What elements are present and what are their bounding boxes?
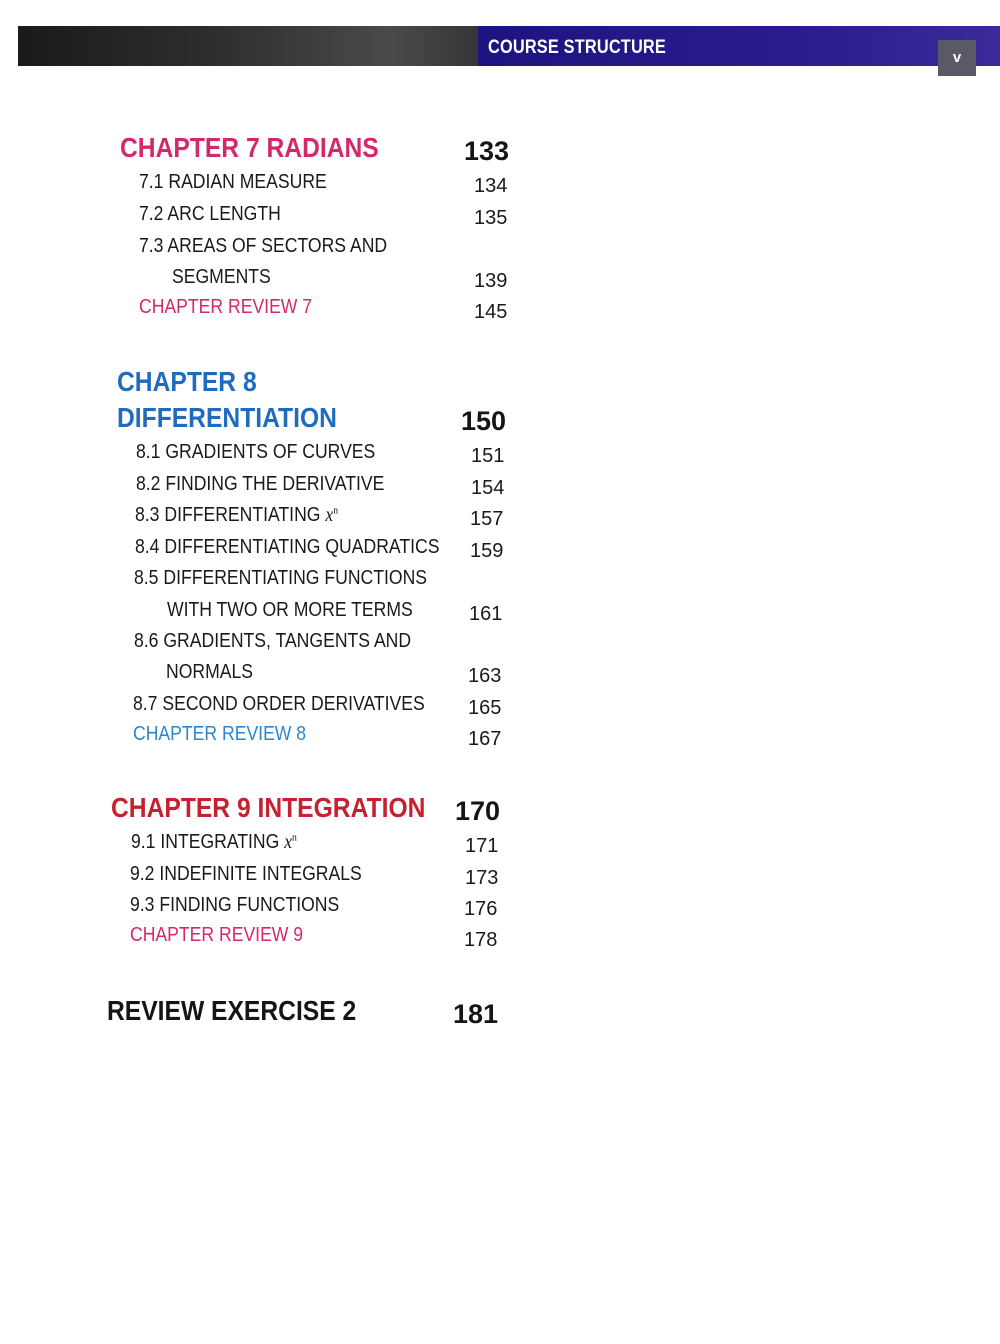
section-8-6-page: 163 (468, 665, 502, 687)
section-7-3-line2[interactable]: SEGMENTS (172, 266, 271, 288)
section-8-1[interactable]: 8.1 GRADIENTS OF CURVES (136, 441, 376, 463)
section-7-1[interactable]: 7.1 RADIAN MEASURE (139, 171, 327, 193)
section-9-2-page: 173 (465, 867, 499, 889)
section-7-3-page: 139 (474, 270, 508, 292)
section-7-2-page: 135 (474, 207, 508, 229)
section-8-3-page: 157 (470, 508, 504, 530)
section-7-2[interactable]: 7.2 ARC LENGTH (139, 203, 281, 225)
section-8-7-page: 165 (468, 697, 502, 719)
chapter-8-title[interactable]: CHAPTER 8 (117, 366, 257, 397)
math-x-power-n: $x^n$ (325, 504, 339, 526)
section-8-4-page: 159 (470, 540, 504, 562)
chapter-review-9[interactable]: CHAPTER REVIEW 9 (130, 924, 304, 946)
math-x-power-n: $x^n$ (284, 831, 297, 853)
section-8-6[interactable]: 8.6 GRADIENTS, TANGENTS AND (134, 630, 412, 652)
header-title: COURSE STRUCTURE (488, 37, 666, 58)
chapter-9-page: 170 (455, 796, 501, 826)
chapter-review-8[interactable]: CHAPTER REVIEW 8 (133, 723, 307, 745)
section-9-3[interactable]: 9.3 FINDING FUNCTIONS (130, 894, 340, 916)
chapter-review-8-page: 167 (468, 728, 502, 750)
chapter-9-title[interactable]: CHAPTER 9 INTEGRATION (111, 792, 426, 823)
section-8-5[interactable]: 8.5 DIFFERENTIATING FUNCTIONS (134, 567, 428, 589)
section-8-1-page: 151 (471, 445, 505, 467)
section-8-4[interactable]: 8.4 DIFFERENTIATING QUADRATICS (135, 536, 440, 558)
section-9-1-page: 171 (465, 835, 499, 857)
chapter-8-page: 150 (461, 406, 507, 436)
chapter-8-title-line2[interactable]: DIFFERENTIATION (117, 402, 337, 433)
section-8-6-line2[interactable]: NORMALS (166, 661, 254, 683)
chapter-review-7[interactable]: CHAPTER REVIEW 7 (139, 296, 313, 318)
section-8-2[interactable]: 8.2 FINDING THE DERIVATIVE (136, 473, 385, 495)
section-8-3[interactable]: 8.3 DIFFERENTIATING $x^n$ (135, 504, 339, 526)
section-8-5-page: 161 (469, 603, 503, 625)
section-9-1[interactable]: 9.1 INTEGRATING $x^n$ (131, 831, 297, 853)
section-9-3-page: 176 (464, 898, 498, 920)
chapter-7-page: 133 (464, 136, 510, 166)
section-8-2-page: 154 (471, 477, 505, 499)
section-8-7[interactable]: 8.7 SECOND ORDER DERIVATIVES (133, 693, 425, 715)
chapter-7-title[interactable]: CHAPTER 7 RADIANS (120, 132, 379, 163)
chapter-review-7-page: 145 (474, 301, 508, 323)
section-7-1-page: 134 (474, 175, 508, 197)
section-7-3[interactable]: 7.3 AREAS OF SECTORS AND (139, 235, 388, 257)
chapter-review-9-page: 178 (464, 929, 498, 951)
section-8-5-line2[interactable]: WITH TWO OR MORE TERMS (167, 599, 413, 621)
review-exercise-2-page: 181 (453, 999, 499, 1029)
section-9-2[interactable]: 9.2 INDEFINITE INTEGRALS (130, 863, 362, 885)
page-number-badge: v (938, 40, 976, 76)
review-exercise-2-title[interactable]: REVIEW EXERCISE 2 (107, 995, 357, 1026)
